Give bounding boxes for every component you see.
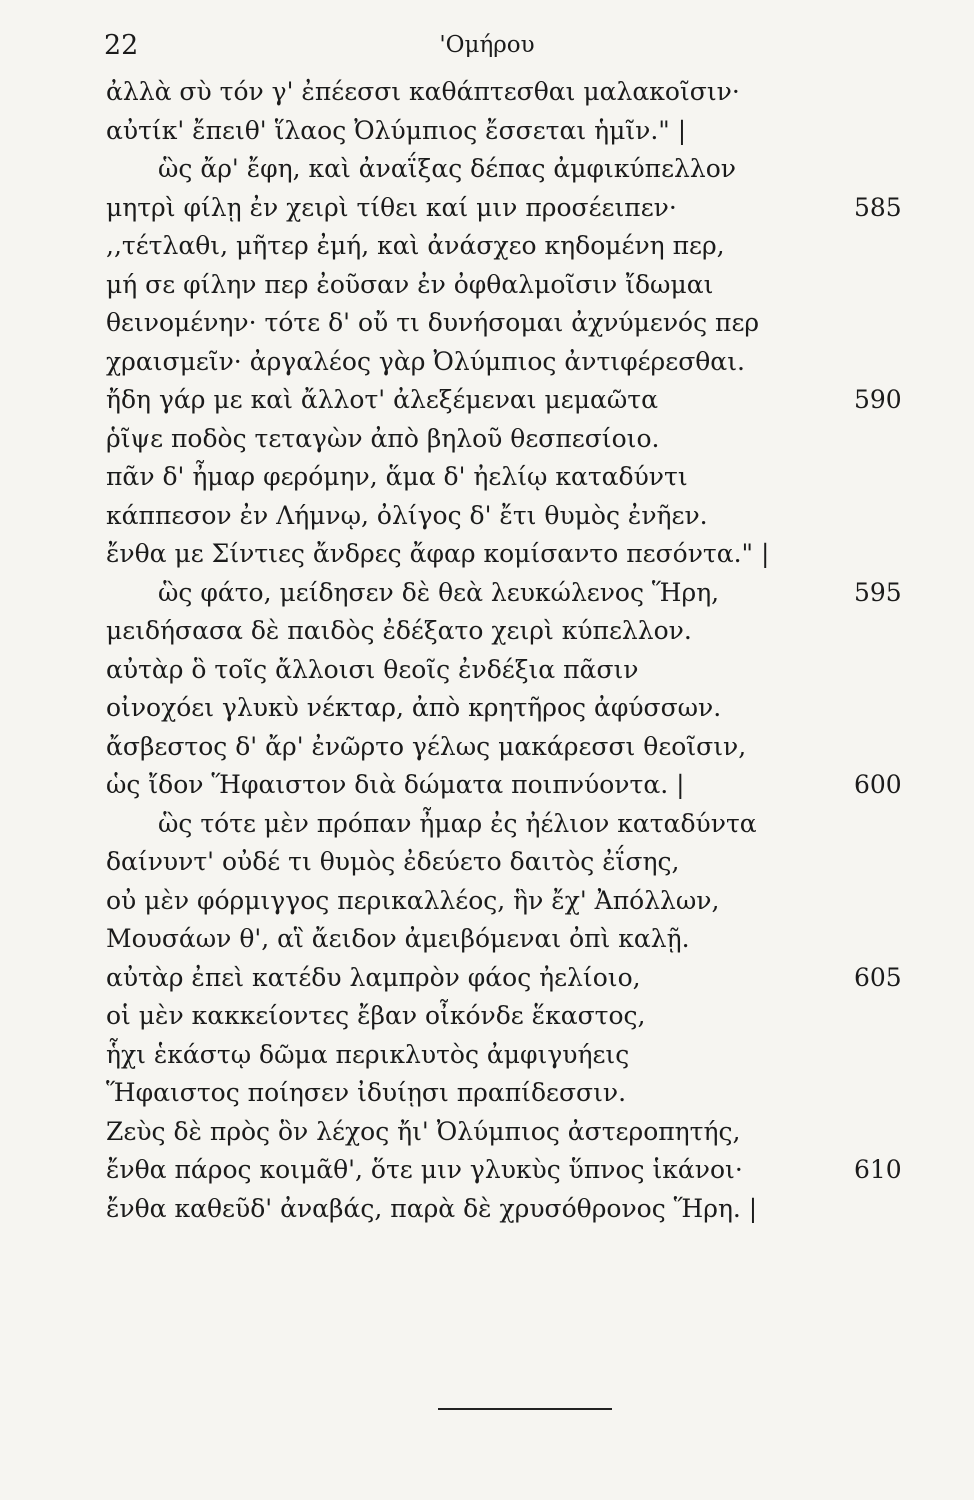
verse-line bbox=[106, 882, 906, 921]
verse-line bbox=[106, 1190, 906, 1229]
verse-line bbox=[106, 920, 906, 959]
line-number: 600 bbox=[854, 770, 902, 799]
verse-line bbox=[106, 112, 906, 151]
verse-text: ὣς φάτο, μείδησεν δὲ θεὰ λευκώλενος Ἥρη, bbox=[158, 577, 720, 607]
verse-line bbox=[106, 766, 906, 805]
verse-block bbox=[106, 73, 906, 1228]
verse-text: ἤδη γάρ με καὶ ἄλλοτ' ἀλεξέμεναι μεμαῶτα bbox=[106, 385, 658, 414]
verse-line bbox=[106, 1074, 906, 1113]
verse-text: ἧχι ἑκάστῳ δῶμα περικλυτὸς ἀμφιγυήεις bbox=[106, 1039, 630, 1069]
verse-line bbox=[106, 612, 906, 651]
verse-text: ῥῖψε ποδὸς τεταγὼν ἀπὸ βηλοῦ θεσπεσίοιο. bbox=[106, 423, 660, 453]
verse-text: οἱ μὲν κακκείοντες ἔβαν οἶκόνδε ἕκαστος, bbox=[106, 1001, 646, 1030]
verse-text: κάππεσον ἐν Λήμνῳ, ὀλίγος δ' ἔτι θυμὸς ἐνῆεν. bbox=[106, 500, 708, 530]
verse-text: ἔνθα με Σίντιες ἄνδρες ἄφαρ κομίσαντο πεσόντα." | bbox=[106, 539, 770, 568]
verse-line bbox=[106, 574, 906, 613]
verse-line bbox=[106, 343, 906, 382]
verse-text: ἔνθα καθεῦδ' ἀναβάς, παρὰ δὲ χρυσόθρονος Ἥρη. | bbox=[106, 1193, 758, 1223]
verse-text: ὡς ἴδον Ἥφαιστον διὰ δώματα ποιπνύοντα. | bbox=[106, 770, 685, 799]
verse-line bbox=[106, 1113, 906, 1152]
verse-text: οἰνοχόει γλυκὺ νέκταρ, ἀπὸ κρητῆρος ἀφύσσων. bbox=[106, 693, 722, 722]
verse-text: αὐτίκ' ἔπειθ' ἵλαος Ὀλύμπιος ἔσσεται ἡμῖν." | bbox=[106, 115, 687, 145]
verse-text: Μουσάων θ', αἳ ἄειδον ἀμειβόμεναι ὀπὶ καλῇ. bbox=[106, 924, 690, 953]
verse-text: αὐτὰρ ὃ τοῖς ἄλλοισι θεοῖς ἐνδέξια πᾶσιν bbox=[106, 654, 639, 684]
verse-line bbox=[106, 304, 906, 343]
verse-line bbox=[106, 458, 906, 497]
verse-line bbox=[106, 1151, 906, 1190]
line-number: 590 bbox=[854, 385, 902, 414]
verse-text: μή σε φίλην περ ἐοῦσαν ἐν ὀφθαλμοῖσιν ἴδωμαι bbox=[106, 269, 714, 299]
verse-line bbox=[106, 1036, 906, 1075]
verse-line bbox=[106, 73, 906, 112]
page-number: 22 bbox=[104, 30, 139, 61]
verse-line bbox=[106, 997, 906, 1036]
verse-text: ,,τέτλαθι, μῆτερ ἐμή, καὶ ἀνάσχεο κηδομένη περ, bbox=[106, 231, 725, 260]
verse-line bbox=[106, 150, 906, 189]
line-number: 610 bbox=[854, 1155, 902, 1184]
line-number: 605 bbox=[854, 962, 902, 992]
verse-line bbox=[106, 651, 906, 690]
verse-text: πᾶν δ' ἦμαρ φερόμην, ἅμα δ' ἠελίῳ καταδύντι bbox=[106, 462, 688, 491]
verse-line bbox=[106, 227, 906, 266]
verse-line bbox=[106, 728, 906, 767]
page-header bbox=[100, 30, 874, 70]
verse-text: ὣς τότε μὲν πρόπαν ἦμαρ ἐς ἠέλιον καταδύντα bbox=[158, 808, 757, 838]
verse-text: ἄσβεστος δ' ἄρ' ἐνῶρτο γέλως μακάρεσσι θεοῖσιν, bbox=[106, 731, 747, 761]
verse-line bbox=[106, 189, 906, 228]
verse-line bbox=[106, 535, 906, 574]
verse-text: ἔνθα πάρος κοιμᾶθ', ὅτε μιν γλυκὺς ὕπνος ἱκάνοι· bbox=[106, 1155, 743, 1184]
line-number: 595 bbox=[854, 577, 902, 607]
verse-line bbox=[106, 959, 906, 998]
verse-line bbox=[106, 689, 906, 728]
verse-text: Ἥφαιστος ποίησεν ἰδυίῃσι πραπίδεσσιν. bbox=[106, 1078, 627, 1107]
verse-text: δαίνυντ' οὐδέ τι θυμὸς ἐδεύετο δαιτὸς ἐΐσης, bbox=[106, 847, 680, 876]
verse-text: αὐτὰρ ἐπεὶ κατέδυ λαμπρὸν φάος ἠελίοιο, bbox=[106, 962, 641, 992]
verse-text: οὐ μὲν φόρμιγγος περικαλλέος, ἣν ἔχ' Ἀπόλλων, bbox=[106, 885, 720, 915]
running-title: 'Ομήρου bbox=[439, 32, 535, 58]
verse-text: χραισμεῖν· ἀργαλέος γὰρ Ὀλύμπιος ἀντιφέρεσθαι. bbox=[106, 346, 745, 376]
verse-line bbox=[106, 420, 906, 459]
verse-line bbox=[106, 843, 906, 882]
verse-line bbox=[106, 805, 906, 844]
verse-line bbox=[106, 266, 906, 305]
verse-line bbox=[106, 497, 906, 536]
verse-text: ἀλλὰ σὺ τόν γ' ἐπέεσσι καθάπτεσθαι μαλακοῖσιν· bbox=[106, 77, 740, 106]
verse-text: μειδήσασα δὲ παιδὸς ἐδέξατο χειρὶ κύπελλον. bbox=[106, 616, 692, 645]
verse-text: Ζεὺς δὲ πρὸς ὃν λέχος ἤι' Ὀλύμπιος ἀστεροπητής, bbox=[106, 1116, 741, 1146]
verse-text: μητρὶ φίλῃ ἐν χειρὶ τίθει καί μιν προσέειπεν· bbox=[106, 192, 677, 222]
verse-text: ὣς ἄρ' ἔφη, καὶ ἀναΐξας δέπας ἀμφικύπελλον bbox=[158, 154, 736, 183]
footer-rule bbox=[438, 1408, 612, 1410]
verse-text: θεινομένην· τότε δ' οὔ τι δυνήσομαι ἀχνύμενός περ bbox=[106, 308, 760, 337]
line-number: 585 bbox=[854, 192, 902, 222]
verse-line bbox=[106, 381, 906, 420]
